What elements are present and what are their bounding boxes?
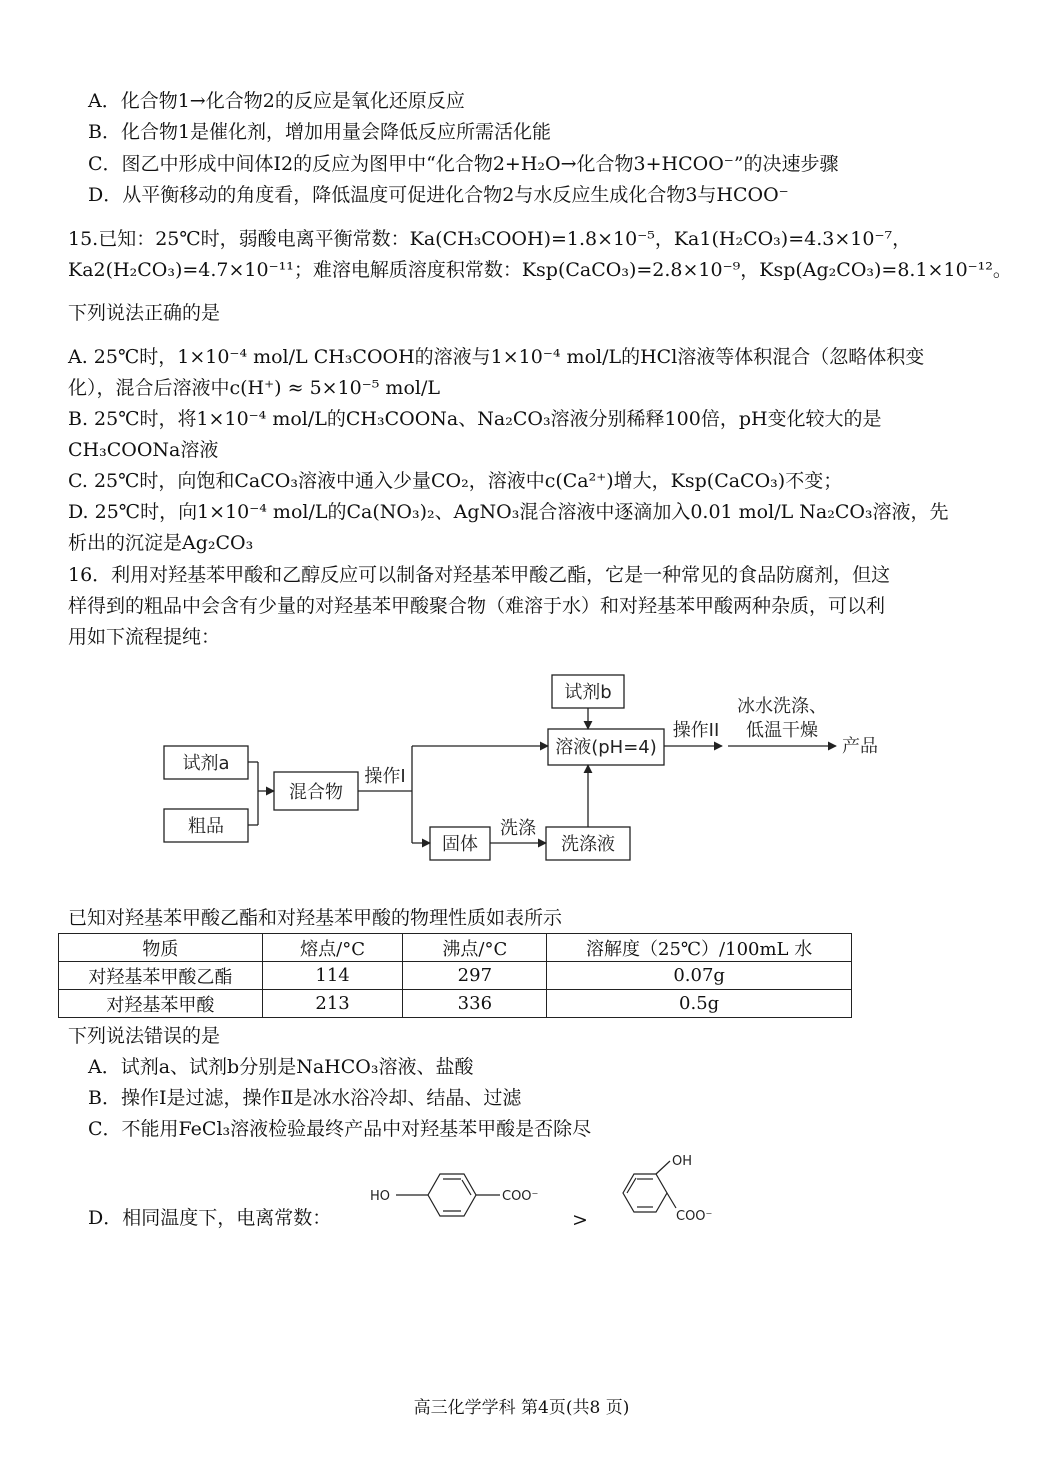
- label-op2: 操作II: [672, 720, 720, 741]
- mol2-oh-label: OH: [672, 1154, 693, 1169]
- q16-option-b: B．操作Ⅰ是过滤，操作Ⅱ是冰水浴冷却、结晶、过滤: [88, 1087, 522, 1109]
- mol2-coo-label: COO⁻: [676, 1209, 713, 1224]
- q15-option-a-line2: 化），混合后溶液中c(H⁺) ≈ 5×10⁻⁵ mol/L: [68, 377, 440, 399]
- q15-option-a-line1: A. 25℃时，1×10⁻⁴ mol/L CH₃COOH的溶液与1×10⁻⁴ mol/L的HCl溶液等体积混合（忽略体积变: [68, 346, 925, 368]
- label-ice-wash-2: 低温干燥: [746, 720, 818, 741]
- q15-option-d-line1: D. 25℃时，向1×10⁻⁴ mol/L的Ca(NO₃)₂、AgNO₃混合溶液中逐滴加入0.01 mol/L Na₂CO₃溶液，先: [68, 501, 949, 523]
- greater-than-sign: >: [572, 1209, 588, 1231]
- label-wash: 洗涤: [500, 818, 536, 839]
- label-solution: 溶液(pH=4): [555, 737, 657, 758]
- label-ice-wash-1: 冰水洗涤、: [737, 696, 827, 717]
- label-solid: 固体: [442, 834, 478, 855]
- table-caption: 已知对羟基苯甲酸乙酯和对羟基苯甲酸的物理性质如表所示: [68, 907, 563, 929]
- q14-option-c: C．图乙中形成中间体I2的反应为图甲中“化合物2+H₂O→化合物3+HCOO⁻”的决速步骤: [88, 153, 839, 175]
- table-cell: 114: [262, 962, 403, 990]
- molecule-4-hydroxybenzoate: [360, 1160, 560, 1230]
- q15-option-b-line2: CH₃COONa溶液: [68, 439, 219, 461]
- label-reagent-b: 试剂b: [564, 682, 612, 703]
- q15-option-b-line1: B. 25℃时，将1×10⁻⁴ mol/L的CH₃COONa、Na₂CO₃溶液分别稀释100倍，pH变化较大的是: [68, 408, 882, 430]
- q15-option-c: C. 25℃时，向饱和CaCO₃溶液中通入少量CO₂，溶液中c(Ca²⁺)增大，Ksp(CaCO₃)不变；: [68, 470, 843, 492]
- table-cell: 0.5g: [547, 990, 852, 1018]
- label-reagent-a: 试剂a: [182, 753, 230, 774]
- table-header-cell: 熔点/°C: [262, 934, 403, 962]
- q14-option-d: D．从平衡移动的角度看，降低温度可促进化合物2与水反应生成化合物3与HCOO⁻: [88, 184, 789, 206]
- table-header-cell: 物质: [59, 934, 263, 962]
- label-mixture: 混合物: [289, 782, 343, 803]
- q16-question: 下列说法错误的是: [68, 1025, 221, 1047]
- q15-option-d-line2: 析出的沉淀是Ag₂CO₃: [68, 532, 254, 554]
- q14-option-b: B．化合物1是催化剂，增加用量会降低反应所需活化能: [88, 121, 552, 143]
- table-cell: 336: [403, 990, 547, 1018]
- mol1-ho-label: HO: [370, 1189, 391, 1204]
- q15-stem-line2: Ka2(H₂CO₃)=4.7×10⁻¹¹；难溶电解质溶度积常数：Ksp(CaCO₃)=2.8×10⁻⁹，Ksp(Ag₂CO₃)=8.1×10⁻¹²。: [68, 259, 1012, 281]
- q16-stem-line2: 样得到的粗品中会含有少量的对羟基苯甲酸聚合物（难溶于水）和对羟基苯甲酸两种杂质，可以利: [68, 595, 886, 617]
- q16-option-d: D．相同温度下，电离常数：: [88, 1207, 332, 1229]
- q16-option-a: A．试剂a、试剂b分别是NaHCO₃溶液、盐酸: [88, 1056, 474, 1078]
- table-cell: 297: [403, 962, 547, 990]
- properties-table: [58, 933, 852, 1018]
- table-cell: 0.07g: [547, 962, 852, 990]
- table-header-cell: 溶解度（25℃）/100mL 水: [547, 934, 852, 962]
- q15-stem-line1: 15.已知：25℃时，弱酸电离平衡常数：Ka(CH₃COOH)=1.8×10⁻⁵，Ka1(H₂CO₃)=4.3×10⁻⁷，: [68, 228, 912, 250]
- label-crude: 粗品: [188, 816, 224, 837]
- label-wash-liquid: 洗涤液: [561, 834, 615, 855]
- table-cell: 对羟基苯甲酸乙酯: [59, 962, 263, 990]
- table-header-cell: 沸点/°C: [403, 934, 547, 962]
- q14-option-a: A．化合物1→化合物2的反应是氧化还原反应: [88, 90, 465, 112]
- q16-option-c: C．不能用FeCl₃溶液检验最终产品中对羟基苯甲酸是否除尽: [88, 1118, 592, 1140]
- table-cell: 对羟基苯甲酸: [59, 990, 263, 1018]
- page-footer: 高三化学学科 第4页(共8 页): [413, 1398, 630, 1418]
- label-op1: 操作I: [364, 766, 406, 787]
- label-product: 产品: [842, 736, 878, 757]
- table-header-row: [59, 934, 852, 962]
- table-cell: 213: [262, 990, 403, 1018]
- mol1-coo-label: COO⁻: [502, 1189, 539, 1204]
- q16-stem-line3: 用如下流程提纯：: [68, 626, 221, 648]
- q16-stem-line1: 16．利用对羟基苯甲酸和乙醇反应可以制备对羟基苯甲酸乙酯，它是一种常见的食品防腐剂，但这: [68, 564, 891, 586]
- molecule-salicylate: [600, 1148, 730, 1233]
- q15-question: 下列说法正确的是: [68, 302, 221, 324]
- table-row: [59, 990, 852, 1018]
- table-row: [59, 962, 852, 990]
